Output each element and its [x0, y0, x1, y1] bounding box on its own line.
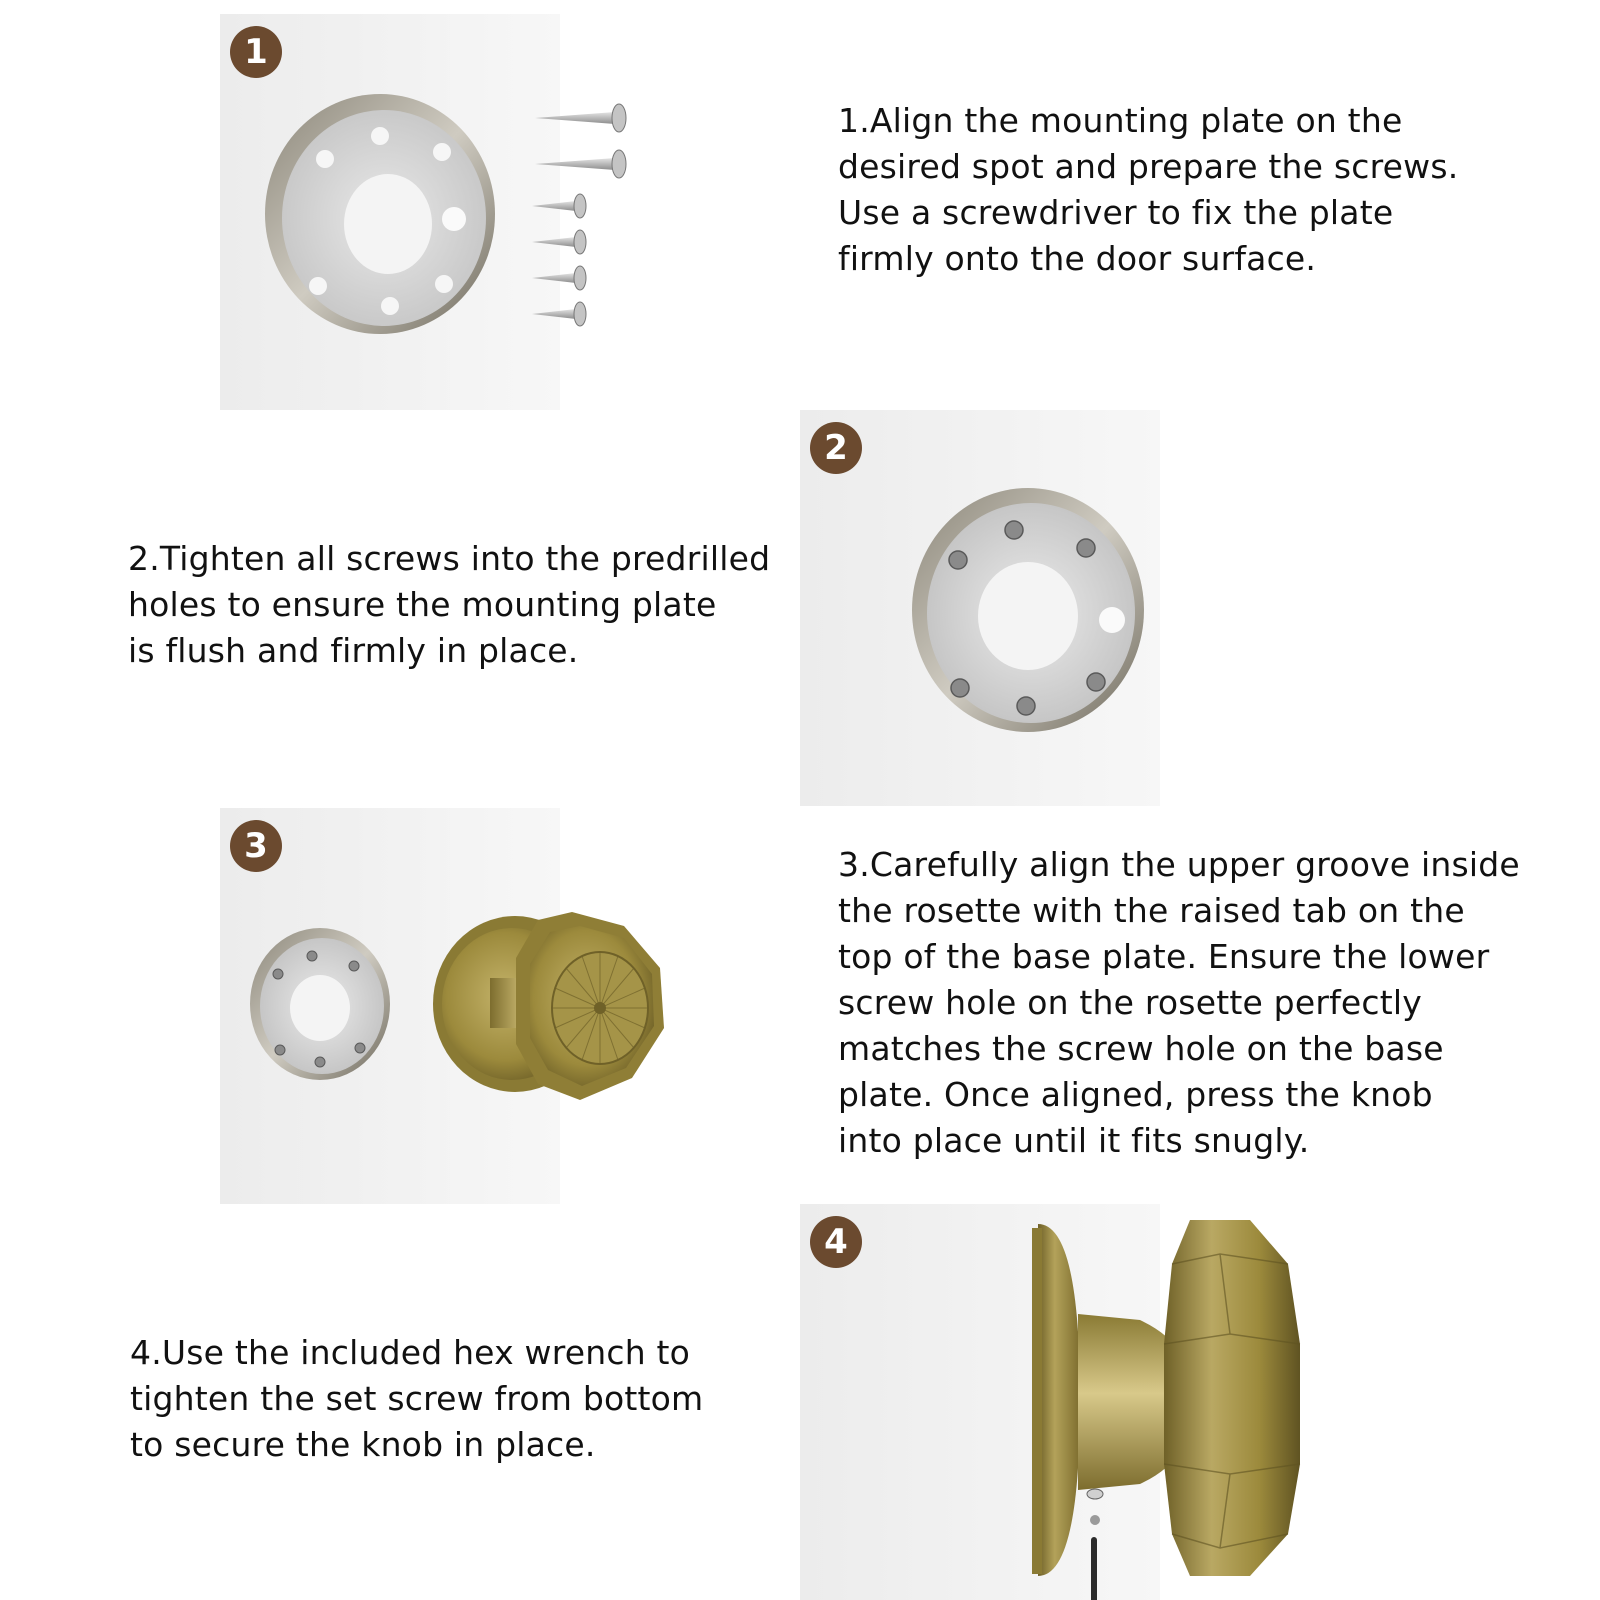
screws: [532, 104, 626, 326]
knob-side-view-with-hex-wrench-illustration: [800, 1204, 1320, 1600]
step-1-photo: [220, 14, 560, 410]
step-2-instruction: 2.Tighten all screws into the predrilled holes to ensure the mounting plate is flush and firmly in place.: [128, 539, 771, 670]
mounting-plate: [265, 94, 495, 334]
step-1-badge: 1: [230, 26, 282, 78]
step-3-badge: 3: [230, 820, 282, 872]
step-3-photo: [220, 808, 560, 1204]
step-1-instruction: 1.Align the mounting plate on the desired spot and prepare the screws. Use a screwdriver to fix the plate firmly onto the door surface.: [838, 101, 1459, 278]
knob-and-rosette-illustration: [220, 808, 700, 1204]
step-4-photo: [800, 1204, 1160, 1600]
brass-knob: [433, 912, 664, 1100]
side-rosette: [1032, 1224, 1080, 1576]
installed-mounting-plate-illustration: [800, 410, 1160, 806]
step-2-badge: 2: [810, 422, 862, 474]
set-screw: [1087, 1489, 1103, 1525]
step-3-instruction: 3.Carefully align the upper groove inside the rosette with the raised tab on the top of the base plate. Ensure the lower screw hole on the rosette perfectly matches the screw hole on the base plate. Once aligned, press the knob into place until it fits snugly.: [838, 845, 1520, 1160]
knob-head: [1164, 1220, 1300, 1576]
step-2-photo: [800, 410, 1160, 806]
step-4-badge: 4: [810, 1216, 862, 1268]
step-4-instruction: 4.Use the included hex wrench to tighten the set screw from bottom to secure the knob in place.: [130, 1333, 704, 1464]
small-base-plate: [250, 928, 390, 1080]
mounting-plate-with-screws-illustration: [220, 14, 680, 410]
